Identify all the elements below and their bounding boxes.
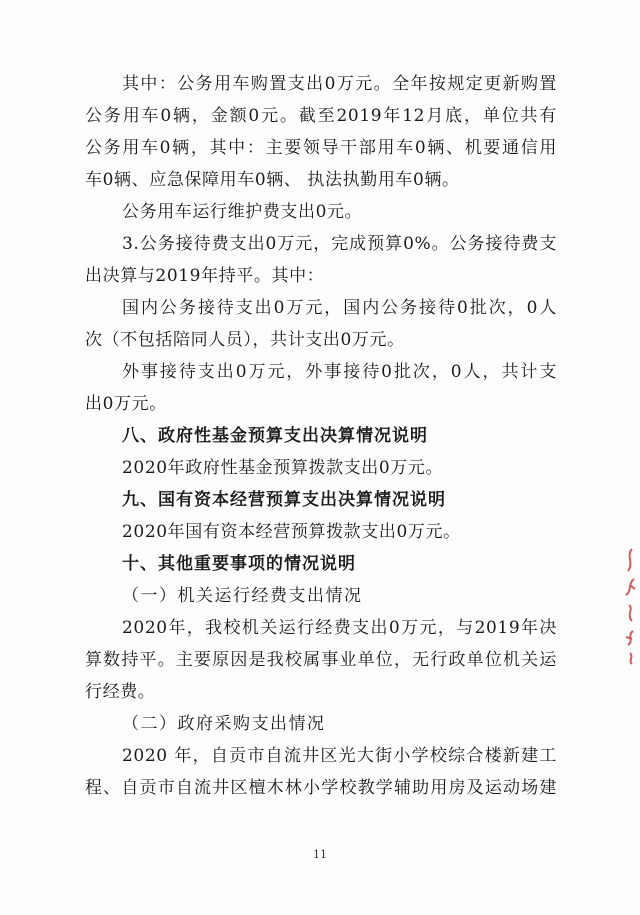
text-line: 程、自贡市自流井区檀木林小学校教学辅助用房及运动场建: [85, 778, 557, 798]
section-heading: 十、其他重要事项的情况说明: [122, 554, 356, 574]
text-line: 公务用车0辆，其中：主要领导干部用车0辆、机要通信用: [85, 138, 557, 158]
text-line: 公务用车0辆，金额0元。截至2019年12月底，单位共有: [85, 106, 557, 126]
red-seal-edge: [620, 545, 636, 665]
page-number: 11: [313, 848, 327, 861]
section-heading: 八、政府性基金预算支出决算情况说明: [122, 426, 428, 446]
subsection-heading: （一）机关运行经费支出情况: [122, 586, 363, 606]
text-line: 2020年政府性基金预算拨款支出0万元。: [122, 458, 444, 478]
text-line: 其中：公务用车购置支出0万元。全年按规定更新购置: [122, 74, 557, 94]
text-line: 2020年国有资本经营预算拨款支出0万元。: [122, 522, 461, 542]
text-line: 行经费。: [85, 682, 156, 702]
text-line: 外事接待支出0万元，外事接待0批次，0人，共计支: [122, 362, 557, 382]
text-line: 出0万元。: [85, 394, 167, 414]
text-line: 车0辆、应急保障用车0辆、 执法执勤用车0辆。: [85, 170, 460, 190]
text-line: 国内公务接待支出0万元，国内公务接待0批次，0人: [122, 298, 557, 318]
section-heading: 九、国有资本经营预算支出决算情况说明: [122, 490, 446, 510]
text-line: 算数持平。主要原因是我校属事业单位，无行政单位机关运: [85, 650, 557, 670]
text-line: 2020 年，自贡市自流井区光大街小学校综合楼新建工: [122, 746, 557, 766]
text-line: 3.公务接待费支出0万元，完成预算0%。公务接待费支: [122, 234, 557, 254]
text-line: 出决算与2019年持平。其中：: [85, 266, 325, 286]
text-line: 公务用车运行维护费支出0元。: [122, 202, 363, 222]
text-line: 2020年，我校机关运行经费支出0万元，与2019年决: [122, 618, 557, 638]
document-body: [85, 68, 557, 804]
text-line: 次（不包括陪同人员），共计支出0万元。: [85, 330, 405, 350]
subsection-heading: （二）政府采购支出情况: [122, 714, 326, 734]
